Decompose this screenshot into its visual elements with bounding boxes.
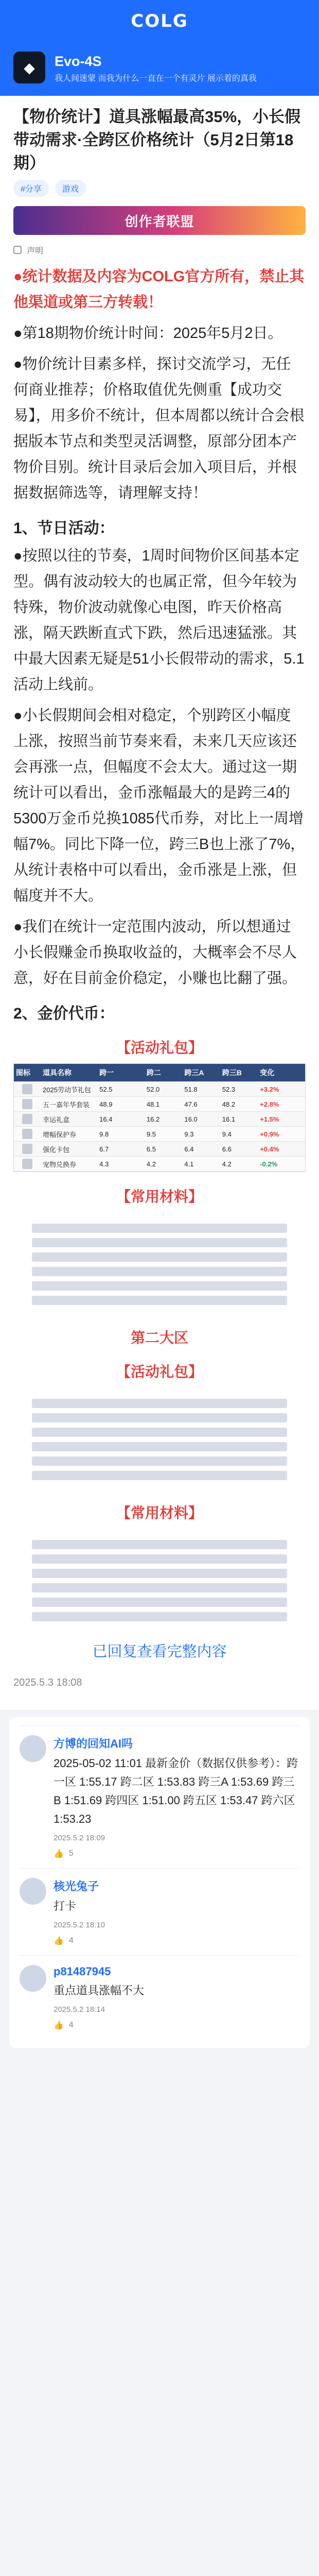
comment-avatar[interactable] [20, 1965, 46, 1992]
section-label-materials-2: 【常用材料】 [116, 1505, 203, 1521]
like-icon[interactable]: 👍 [54, 2021, 64, 2030]
price-cell: 6.5 [146, 1145, 156, 1153]
comment-item [20, 1868, 299, 1955]
festival-paragraph-2: ●小长假期间会相对稳定，个别跨区小幅度上涨，按照当前节奏来看，未来几天应该还会再涨一点，但幅度不会太大。通过这一期统计可以看出，金币涨幅最大的是跨三4的5300万金币兑换1085代币券，对比上一周增幅7%。同比下降一位，跨三B也上涨了7%，从统计表格中可以看出，金币涨是上涨，但幅度并不大。 [13, 707, 306, 904]
comment-time: 2025.5.2 18:10 [54, 1921, 105, 1929]
materials-table-placeholder-2 [23, 1532, 296, 1630]
like-icon[interactable]: 👍 [54, 1850, 64, 1858]
table-header-cell: 跨三B [222, 1069, 242, 1077]
price-cell: 47.6 [184, 1100, 198, 1108]
price-cell: 16.4 [99, 1115, 113, 1123]
tag-game[interactable]: 游戏 [55, 180, 86, 197]
top-bar [0, 0, 319, 42]
region-label-2: 第二大区 [130, 1330, 188, 1346]
table-header-cell: 道具名称 [43, 1069, 72, 1077]
festival-paragraph-1: ●按照以往的节奏，1周时间物价区间基本定型。偶有波动较大的也属正常，但今年较为特殊，物价波动就像心电图，昨天价格高涨，隔天跌断直式下跌，然后迅速猛涨。其中最大因素无疑是51小长假带动的需求，5.1活动上线前。 [13, 548, 305, 693]
comment-avatar[interactable] [20, 1878, 46, 1905]
item-name: 五一嘉年华套装 [43, 1100, 90, 1109]
gifts-table-placeholder-2 [23, 1391, 296, 1488]
price-cell: 6.4 [184, 1145, 194, 1153]
section-festival-activity: 1、节日活动： [13, 520, 115, 537]
table-row [14, 1142, 305, 1157]
group-header [0, 42, 319, 96]
price-cell: 51.8 [184, 1085, 198, 1093]
post-date: 2025.5.3 18:08 [13, 1677, 82, 1688]
comment-text: 重点道具涨幅不大 [54, 1984, 145, 1997]
table-header-cell: 跨三A [184, 1069, 204, 1077]
table-row [14, 1082, 305, 1097]
price-cell: 4.1 [184, 1160, 194, 1168]
comment-time: 2025.5.2 18:14 [54, 2005, 105, 2014]
creator-banner[interactable]: 创作者联盟 [13, 206, 306, 235]
price-table-1 [13, 1063, 306, 1172]
tag-bar [13, 180, 306, 197]
table-header-row [14, 1064, 305, 1082]
item-name: 增幅保护券 [43, 1130, 77, 1139]
like-count: 4 [68, 2021, 74, 2029]
price-cell: 16.0 [184, 1115, 198, 1123]
price-cell: 6.6 [222, 1145, 232, 1153]
price-cell: 48.9 [99, 1100, 113, 1108]
section-label-materials-1: 【常用材料】 [116, 1189, 203, 1205]
price-cell: 16.2 [146, 1115, 160, 1123]
price-cell: 4.3 [99, 1160, 109, 1168]
item-icon [14, 1114, 41, 1124]
item-icon [14, 1129, 41, 1139]
read-more-caption[interactable]: 已回复查看完整内容 [92, 1643, 227, 1660]
section-gold-price: 2、金价代币： [13, 1005, 115, 1022]
like-count: 4 [68, 1936, 74, 1945]
price-cell: 6.7 [99, 1145, 109, 1153]
comments-section [9, 1717, 310, 2048]
group-info [55, 52, 257, 84]
comment-content [54, 1965, 144, 2030]
comment-content [54, 1735, 299, 1859]
materials-table-placeholder-1 [23, 1215, 296, 1313]
comment-item [20, 1725, 299, 1868]
price-cell: 9.5 [146, 1130, 156, 1138]
comment-text: 2025-05-02 11:01 最新金价（数据仅供参考）：跨一区 1:55.17 跨二区 1:53.83 跨三A 1:53.69 跨三B 1:51.69 跨四区 1:51.00 跨五区 1:53.47 跨六区 1:53.23 [54, 1757, 298, 1825]
like-row [54, 1849, 299, 1859]
table-row [14, 1112, 305, 1127]
post-body [0, 96, 319, 1710]
change-cell: +0.9% [260, 1130, 279, 1138]
item-icon [14, 1099, 41, 1109]
price-cell: 52.5 [99, 1085, 113, 1093]
like-row [54, 2020, 144, 2030]
item-icon [14, 1159, 41, 1169]
comment-avatar[interactable] [20, 1735, 46, 1762]
like-row [54, 1936, 105, 1946]
change-cell: +2.8% [260, 1100, 279, 1108]
brand-logo: COLG [131, 11, 188, 31]
table-header-cell: 图标 [16, 1069, 30, 1077]
notice-label-row [13, 241, 306, 259]
change-cell: +0.4% [260, 1145, 279, 1153]
table-row [14, 1097, 305, 1112]
price-cell: 52.0 [146, 1085, 160, 1093]
section-label-activity-gifts-2: 【活动礼包】 [116, 1364, 203, 1380]
item-name: 宠物兑换券 [43, 1160, 77, 1168]
comment-author[interactable]: p81487945 [54, 1965, 111, 1978]
post-title: 【物价统计】道具涨幅最高35%，小长假带动需求·全跨区价格统计（5月2日第18期） [13, 108, 301, 172]
section-label-activity-gifts-1: 【活动礼包】 [116, 1040, 203, 1056]
table-header-cell: 跨一 [99, 1069, 114, 1077]
comment-time: 2025.5.2 18:09 [54, 1834, 105, 1842]
like-icon[interactable]: 👍 [54, 1937, 64, 1945]
stats-time: ●第18期物价统计时间：2025年5月2日。 [13, 325, 283, 342]
copyright-notice: ●统计数据及内容为COLG官方所有，禁止其他渠道或第三方转载！ [13, 268, 305, 311]
comment-content [54, 1878, 105, 1946]
item-icon [14, 1144, 41, 1154]
method-paragraph: ●物价统计目素多样，探讨交流学习，无任何商业推荐；价格取值优先侧重【成功交易】，用多价不统计，但本周都以统计合会根据版本节点和类型灵活调整，原部分团本产物价目别。统计目录后会加入项目后，并根据数据筛选等，请理解支持！ [13, 356, 305, 501]
like-count: 5 [68, 1849, 74, 1858]
price-cell: 4.2 [222, 1160, 232, 1168]
item-icon [14, 1084, 41, 1094]
table-row [14, 1127, 305, 1142]
notice-checkbox-icon [13, 246, 22, 254]
item-name: 2025劳动节礼包 [43, 1086, 91, 1094]
price-cell: 52.3 [222, 1085, 236, 1093]
price-cell: 9.8 [99, 1130, 109, 1138]
price-cell: 9.4 [222, 1130, 232, 1138]
comment-author[interactable]: 核光兔子 [54, 1880, 99, 1893]
price-cell: 9.3 [184, 1130, 194, 1138]
table-header-cell: 变化 [260, 1069, 275, 1077]
change-cell: +1.5% [260, 1115, 279, 1123]
group-avatar-icon: ◆ [13, 52, 45, 83]
group-name: Evo-4S [55, 54, 102, 69]
price-cell: 48.1 [146, 1100, 160, 1108]
comment-text: 打卡 [54, 1900, 77, 1912]
change-cell: -0.2% [260, 1160, 278, 1168]
price-cell: 4.2 [146, 1160, 156, 1168]
group-description: 我人间迷蒙 而我为什么一直在一个有灵片 展示着的真我 [55, 74, 257, 83]
festival-paragraph-3: ●我们在统计一定范围内波动，所以想通过小长假赚金币换取收益的，大概率会不尽人意，好在目前金价稳定，小赚也比翻了强。 [13, 919, 297, 987]
tag-share[interactable]: #分享 [13, 180, 49, 197]
item-name: 强化卡包 [43, 1145, 70, 1154]
table-header-cell: 跨二 [146, 1069, 161, 1077]
price-cell: 48.2 [222, 1100, 236, 1108]
notice-label: 声明 [27, 246, 44, 256]
change-cell: +3.2% [260, 1085, 279, 1093]
comment-item [20, 1955, 299, 2040]
item-name: 幸运礼盒 [43, 1115, 70, 1124]
table-row [14, 1157, 305, 1172]
comment-author[interactable]: 方博的回知AI吗 [54, 1737, 133, 1750]
price-cell: 16.1 [222, 1115, 236, 1123]
